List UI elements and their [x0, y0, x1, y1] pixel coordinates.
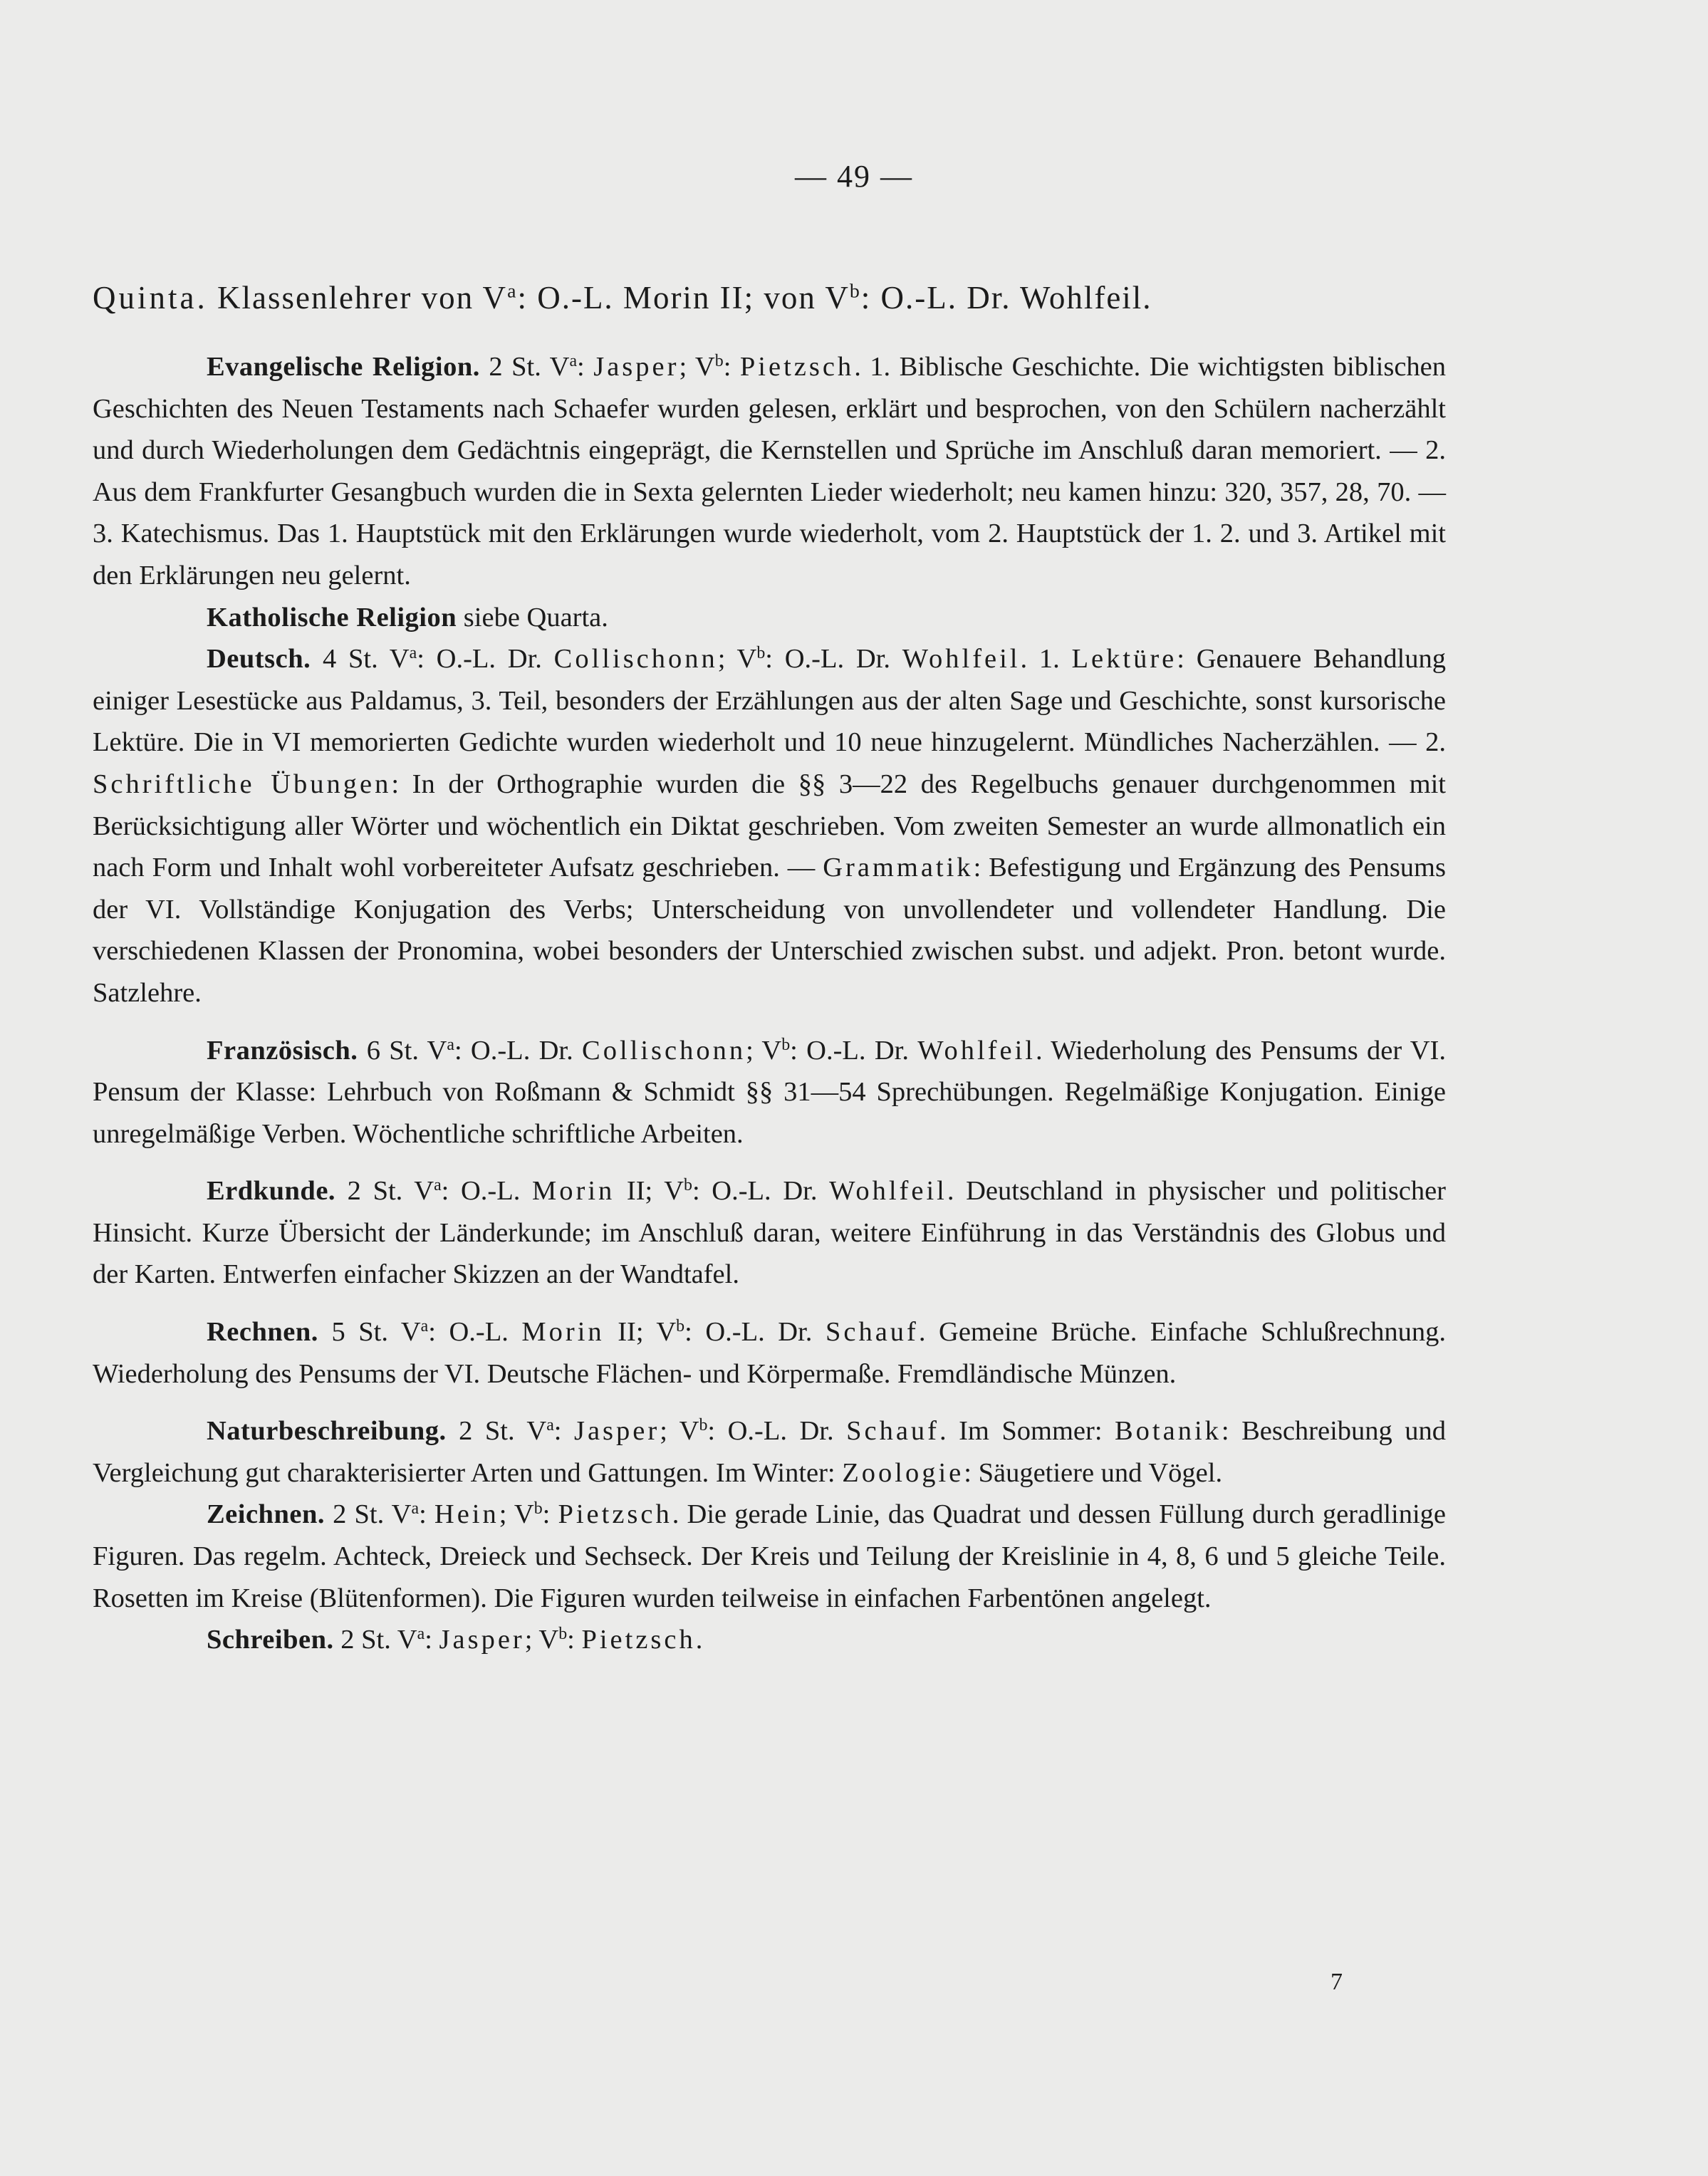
spaced-name: Wohlfeil: [917, 1035, 1036, 1066]
spaced-name: Grammatik: [823, 853, 974, 883]
class-superscript: b: [684, 1176, 692, 1195]
spaced-name: Jasper: [573, 1416, 660, 1447]
subject-paragraph: [93, 1410, 1446, 1494]
body-text: ; V: [679, 352, 715, 382]
body-text: ; V: [524, 1625, 559, 1655]
body-text: : Befestigung und Ergänzung des Pensums der VI. Vollständige Konjugation des Verbs; Unterscheidung von unvollendeter und vollendeter Handlung. Die verschiedenen Klassen der Pronomina, wobei besonders der Unterschied zwischen subst. und adjekt. Pron. betont wurde. Satzlehre.: [93, 853, 1446, 1008]
heading-label: Quinta.: [93, 280, 208, 316]
body-text: ; V: [746, 1035, 782, 1066]
spaced-name: Pietzsch: [558, 1499, 672, 1530]
body-text: ; V: [717, 644, 757, 675]
body-text: :: [425, 1625, 439, 1655]
subject-paragraph: [93, 638, 1446, 1014]
heading-sup-b: b: [849, 280, 861, 303]
document-body: [93, 276, 1446, 1661]
heading-text-post: : O.-L. Dr. Wohlfeil.: [860, 280, 1152, 316]
subject-paragraph: [93, 346, 1446, 597]
class-superscript: a: [546, 1416, 554, 1435]
subject-title: Schreiben.: [207, 1625, 334, 1655]
spaced-name: Lektüre: [1071, 644, 1177, 675]
spaced-name: Morin: [521, 1317, 605, 1348]
body-text: 4 St. V: [311, 644, 410, 675]
subject-title: Evangelische Religion.: [207, 352, 480, 382]
body-text: : O.-L.: [428, 1317, 522, 1348]
body-text: II; V: [604, 1317, 677, 1348]
class-superscript: b: [699, 1416, 708, 1435]
class-superscript: b: [781, 1035, 791, 1054]
subject-paragraph: [93, 1494, 1446, 1619]
body-text: :: [577, 352, 594, 382]
body-text: : O.-L. Dr.: [454, 1035, 583, 1066]
body-text: : Genauere Behandlung einiger Lesestücke aus Paldamus, 3. Teil, besonders der Erzählungen aus der alten Sage und Geschichte, sonst kursorische Lektüre. Die in VI memorierten Gedichte wurden wiederholt und 10 neue hinzugelernt. Mündliches Nacherzählen. — 2.: [93, 644, 1446, 758]
class-superscript: a: [409, 644, 417, 663]
heading-text-mid: : O.-L. Morin II; von V: [517, 280, 850, 316]
body-text: . Im Sommer:: [939, 1416, 1115, 1447]
page-number: — 49 —: [795, 159, 913, 194]
spaced-name: Schauf: [825, 1317, 919, 1348]
spaced-name: Jasper: [439, 1625, 525, 1655]
body-text: : Beschreibung und Vergleichung gut charakterisierter Arten und Gattungen. Im Winter:: [93, 1416, 1447, 1488]
spaced-name: Wohlfeil: [902, 644, 1021, 675]
body-text: ; V: [499, 1499, 534, 1530]
subject-paragraph: [93, 1030, 1446, 1155]
heading-text-pre: Klassenlehrer von V: [217, 280, 508, 316]
spaced-name: Morin: [532, 1176, 615, 1207]
body-text: . Deutschland in physischer und politischer Hinsicht. Kurze Übersicht der Länderkunde; im Anschluß daran, weitere Einführung in das Verständnis des Globus und der Karten. Entwerfen einfacher Skizzen an der Wandtafel.: [93, 1176, 1446, 1290]
spaced-name: Hein: [434, 1499, 499, 1530]
subject-title: Rechnen.: [207, 1317, 318, 1348]
subject-title: Erdkunde.: [207, 1176, 336, 1207]
body-text: : O.-L. Dr.: [765, 644, 902, 675]
body-text: 2 St. V: [446, 1416, 547, 1447]
body-text: :: [567, 1625, 582, 1655]
body-text: : O.-L. Dr.: [684, 1317, 826, 1348]
class-superscript: b: [676, 1316, 685, 1336]
body-text: :: [419, 1499, 434, 1530]
subject-paragraph: [93, 1170, 1446, 1296]
body-text: ; V: [660, 1416, 699, 1447]
body-text: :: [553, 1416, 574, 1447]
body-text: siebe Quarta.: [457, 602, 608, 633]
spaced-name: Collischonn: [582, 1035, 746, 1066]
subject-title: Deutsch.: [207, 644, 311, 675]
body-text: . Wiederholung des Pensums der VI. Pensum der Klasse: Lehrbuch von Roßmann & Schmidt §§ 31—54 Sprechübungen. Regelmäßige Konjugation. Einige unregelmäßige Verben. Wöchentliche schriftliche Arbeiten.: [93, 1035, 1446, 1149]
spaced-name: Jasper: [593, 352, 679, 382]
spaced-name: Pietzsch: [739, 352, 855, 382]
body-text: 5 St. V: [318, 1317, 421, 1348]
class-superscript: a: [569, 351, 578, 370]
body-text: .: [695, 1625, 703, 1655]
body-text: : O.-L. Dr.: [707, 1416, 847, 1447]
signature-mark: 7: [1331, 1969, 1343, 1995]
spaced-name: Schriftliche Übungen: [93, 769, 392, 799]
body-text: . Die gerade Linie, das Quadrat und dessen Füllung durch geradlinige Figuren. Das regelm. Achteck, Dreieck und Sechseck. Der Kreis und Teilung der Kreislinie in 4, 8, 6 und 5 gleiche Teile. Rosetten im Kreise (Blütenformen). Die Figuren wurden teilweise in einfachen Farbentönen angelegt.: [93, 1499, 1447, 1613]
class-superscript: a: [447, 1035, 454, 1054]
class-superscript: b: [533, 1499, 543, 1519]
class-superscript: a: [420, 1316, 429, 1336]
body-text: . Gemeine Brüche. Einfache Schlußrechnung. Wiederholung des Pensums der VI. Deutsche Flächen- und Körpermaße. Fremdländische Münzen.: [93, 1317, 1447, 1389]
class-superscript: a: [434, 1176, 442, 1195]
body-text: 2 St. V: [479, 352, 570, 382]
spaced-name: Botanik: [1115, 1416, 1222, 1447]
body-text: 2 St. V: [325, 1499, 412, 1530]
heading-sup-a: a: [507, 280, 518, 303]
subject-title: Zeichnen.: [207, 1499, 326, 1530]
body-text: :: [542, 1499, 558, 1530]
subject-title: Französisch.: [207, 1035, 358, 1066]
subject-title: Naturbeschreibung.: [207, 1416, 447, 1447]
spaced-name: Zoologie: [842, 1457, 964, 1488]
body-text: : O.-L. Dr.: [790, 1035, 918, 1066]
spaced-name: Schauf: [846, 1416, 939, 1447]
spaced-name: Wohlfeil: [829, 1176, 947, 1207]
body-text: : O.-L.: [441, 1176, 533, 1207]
body-text: 2 St. V: [333, 1625, 417, 1655]
spaced-name: Pietzsch: [581, 1625, 696, 1655]
subject-paragraph: [93, 1311, 1446, 1395]
class-superscript: b: [714, 351, 724, 370]
section-heading: [93, 276, 1446, 319]
subject-paragraph: [93, 1619, 1446, 1661]
class-superscript: a: [411, 1499, 420, 1519]
body-text: : O.-L. Dr.: [692, 1176, 830, 1207]
class-superscript: a: [417, 1625, 425, 1644]
class-superscript: b: [756, 644, 766, 663]
body-text: II; V: [615, 1176, 684, 1207]
class-superscript: b: [558, 1625, 568, 1644]
body-text: 6 St. V: [358, 1035, 447, 1066]
body-text: : O.-L. Dr.: [417, 644, 554, 675]
subject-list: [93, 346, 1446, 1661]
body-text: : Säugetiere und Vögel.: [964, 1457, 1223, 1488]
body-text: :: [723, 352, 740, 382]
body-text: 2 St. V: [335, 1176, 434, 1207]
subject-title: Katholische Religion: [207, 602, 457, 633]
body-text: . 1.: [1020, 644, 1072, 675]
subject-paragraph: [93, 597, 1446, 639]
body-text: : In der Orthographie wurden die §§ 3—22 des Regelbuchs genauer durchgenommen mit Berücksichtigung aller Wörter und wöchentlich ein Diktat geschrieben. Vom zweiten Semester an wurde allmonatlich ein nach Form und Inhalt wohl vorbereiteter Aufsatz geschrieben. —: [93, 769, 1446, 883]
spaced-name: Collischonn: [553, 644, 718, 675]
body-text: . 1. Biblische Geschichte. Die wichtigsten biblischen Geschichten des Neuen Testaments nach Schaefer wurden gelesen, erklärt und besprochen, von den Schülern nacherzählt und durch Wiederholungen dem Gedächtnis eingeprägt, die Kernstellen und Sprüche im Anschluß daran memoriert. — 2. Aus dem Frankfurter Gesangbuch wurden die in Sexta gelernten Lieder wiederholt; neu kamen hinzu: 320, 357, 28, 70. — 3. Katechismus. Das 1. Hauptstück mit den Erklärungen wurde wiederholt, vom 2. Hauptstück der 1. 2. und 3. Artikel mit den Erklärungen neu gelernt.: [93, 352, 1447, 590]
